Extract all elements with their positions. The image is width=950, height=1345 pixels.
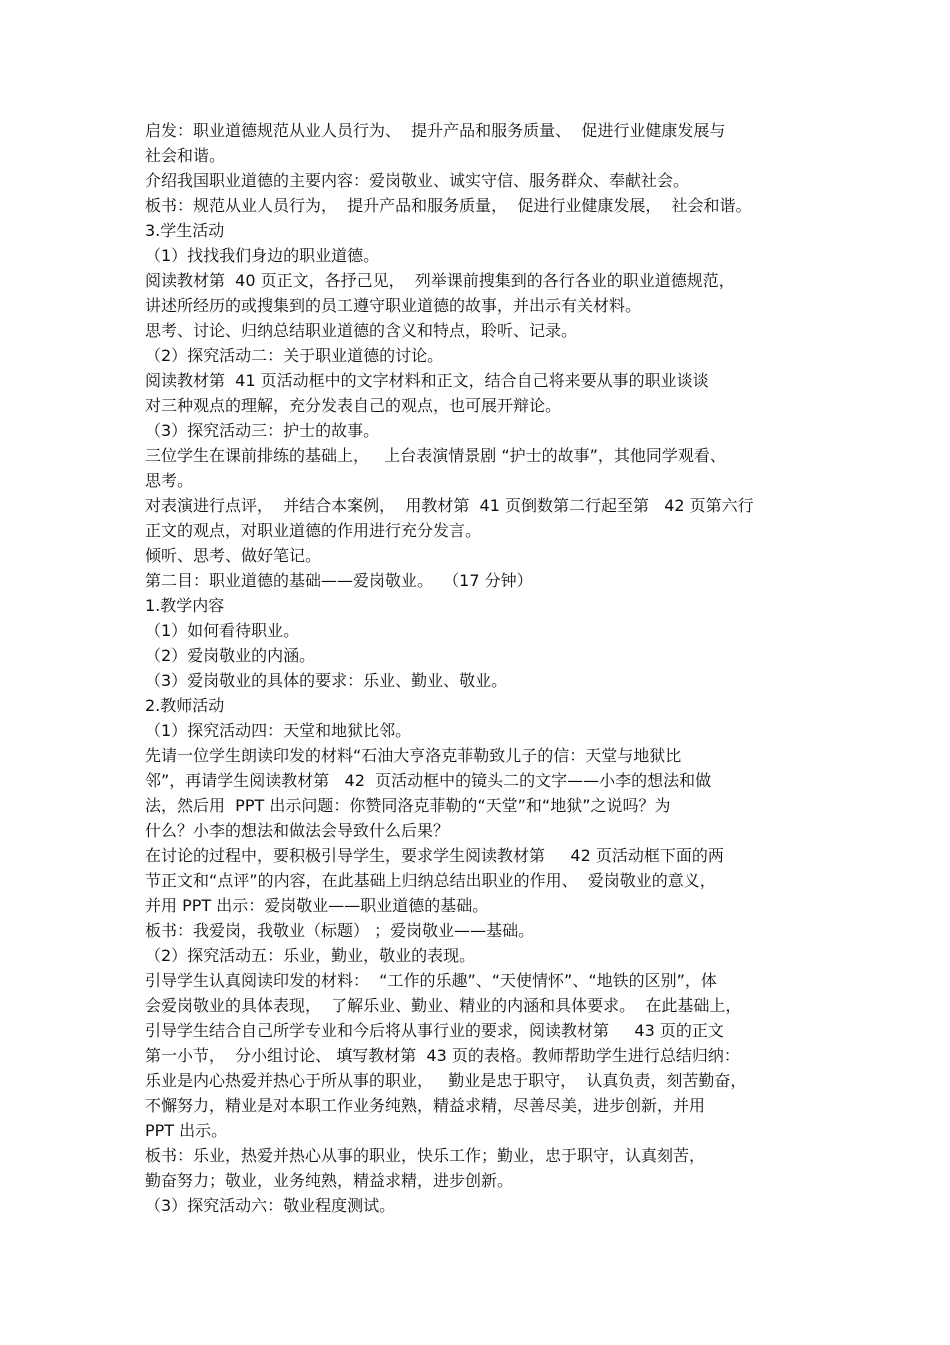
text-line: PPT 出示。 [145, 1121, 228, 1140]
text-line: 三位学生在课前排练的基础上， 上台表演情景剧 “护士的故事”，其他同学观看、 [145, 446, 726, 465]
text-line: 思考、讨论、归纳总结职业道德的含义和特点，聆听、记录。 [145, 321, 578, 340]
text-line: （2）爱岗敬业的内涵。 [145, 646, 316, 665]
text-line: 板书：乐业，热爱并热心从事的职业，快乐工作；勤业，忠于职守，认真刻苦， [145, 1146, 706, 1165]
text-line: 什么？小李的想法和做法会导致什么后果？ [145, 821, 450, 840]
text-line: 法，然后用 PPT 出示问题：你赞同洛克菲勒的“天堂”和“地狱”之说吗？为 [145, 796, 671, 815]
text-line: 第一小节， 分小组讨论、 填写教材第 43 页的表格。教师帮助学生进行总结归纳： [145, 1046, 740, 1065]
text-line: （1）找找我们身边的职业道德。 [145, 246, 380, 265]
text-line: 思考。 [145, 471, 194, 490]
text-line: 1.教学内容 [145, 596, 225, 615]
text-line: 倾听、思考、做好笔记。 [145, 546, 322, 565]
text-line: （2）探究活动五：乐业，勤业，敬业的表现。 [145, 946, 476, 965]
text-line: （2）探究活动二：关于职业道德的讨论。 [145, 346, 444, 365]
text-line: 正文的观点，对职业道德的作用进行充分发言。 [145, 521, 482, 540]
text-line: 阅读教材第 41 页活动框中的文字材料和正文，结合自己将来要从事的职业谈谈 [145, 371, 709, 390]
text-line: 勤奋努力；敬业，业务纯熟，精益求精，进步创新。 [145, 1171, 514, 1190]
text-line: （3）探究活动六：敬业程度测试。 [145, 1196, 396, 1215]
text-line: 乐业是内心热爱并热心于所从事的职业， 勤业是忠于职守， 认真负责，刻苦勤奋， [145, 1071, 747, 1090]
text-line: 引导学生认真阅读印发的材料： “工作的乐趣”、“天使情怀”、“地铁的区别”，体 [145, 971, 717, 990]
text-line: 对三种观点的理解，充分发表自己的观点，也可展开辩论。 [145, 396, 562, 415]
text-line: 3.学生活动 [145, 221, 225, 240]
text-line: 引导学生结合自己所学专业和今后将从事行业的要求，阅读教材第 43 页的正文 [145, 1021, 724, 1040]
text-line: （1）探究活动四：天堂和地狱比邻。 [145, 721, 412, 740]
text-line: 并用 PPT 出示：爱岗敬业——职业道德的基础。 [145, 896, 489, 915]
text-line: 介绍我国职业道德的主要内容：爱岗敬业、诚实守信、服务群众、奉献社会。 [145, 171, 690, 190]
text-line: 会爱岗敬业的具体表现， 了解乐业、勤业、精业的内涵和具体要求。 在此基础上， [145, 996, 742, 1015]
text-line: 板书：规范从业人员行为， 提升产品和服务质量， 促进行业健康发展， 社会和谐。 [145, 196, 752, 215]
text-line: 先请一位学生朗读印发的材料“石油大亨洛克菲勒致儿子的信：天堂与地狱比 [145, 746, 682, 765]
text-line: 板书：我爱岗，我敬业（标题） ；爱岗敬业——基础。 [145, 921, 535, 940]
text-line: 在讨论的过程中，要积极引导学生，要求学生阅读教材第 42 页活动框下面的两 [145, 846, 724, 865]
document-body [145, 118, 815, 1218]
text-line: 邻”，再请学生阅读教材第 42 页活动框中的镜头二的文字——小李的想法和做 [145, 771, 712, 790]
text-line: 节正文和“点评”的内容，在此基础上归纳总结出职业的作用、 爱岗敬业的意义， [145, 871, 716, 890]
text-line: 对表演进行点评， 并结合本案例， 用教材第 41 页倒数第二行起至第 42 页第六行 [145, 496, 754, 515]
text-line: （3）爱岗敬业的具体的要求：乐业、勤业、敬业。 [145, 671, 508, 690]
text-line: 启发：职业道德规范从业人员行为、 提升产品和服务质量、 促进行业健康发展与 [145, 121, 726, 140]
text-line: 不懈努力，精业是对本职工作业务纯熟，精益求精，尽善尽美，进步创新，并用 [145, 1096, 706, 1115]
text-line: 阅读教材第 40 页正文，各抒己见， 列举课前搜集到的各行各业的职业道德规范， [145, 271, 735, 290]
text-line: （3）探究活动三：护士的故事。 [145, 421, 380, 440]
text-line: 2.教师活动 [145, 696, 225, 715]
text-line: （1）如何看待职业。 [145, 621, 300, 640]
text-line: 讲述所经历的或搜集到的员工遵守职业道德的故事，并出示有关材料。 [145, 296, 642, 315]
text-line: 社会和谐。 [145, 146, 226, 165]
text-line: 第二目：职业道德的基础——爱岗敬业。 （17 分钟） [145, 571, 533, 590]
